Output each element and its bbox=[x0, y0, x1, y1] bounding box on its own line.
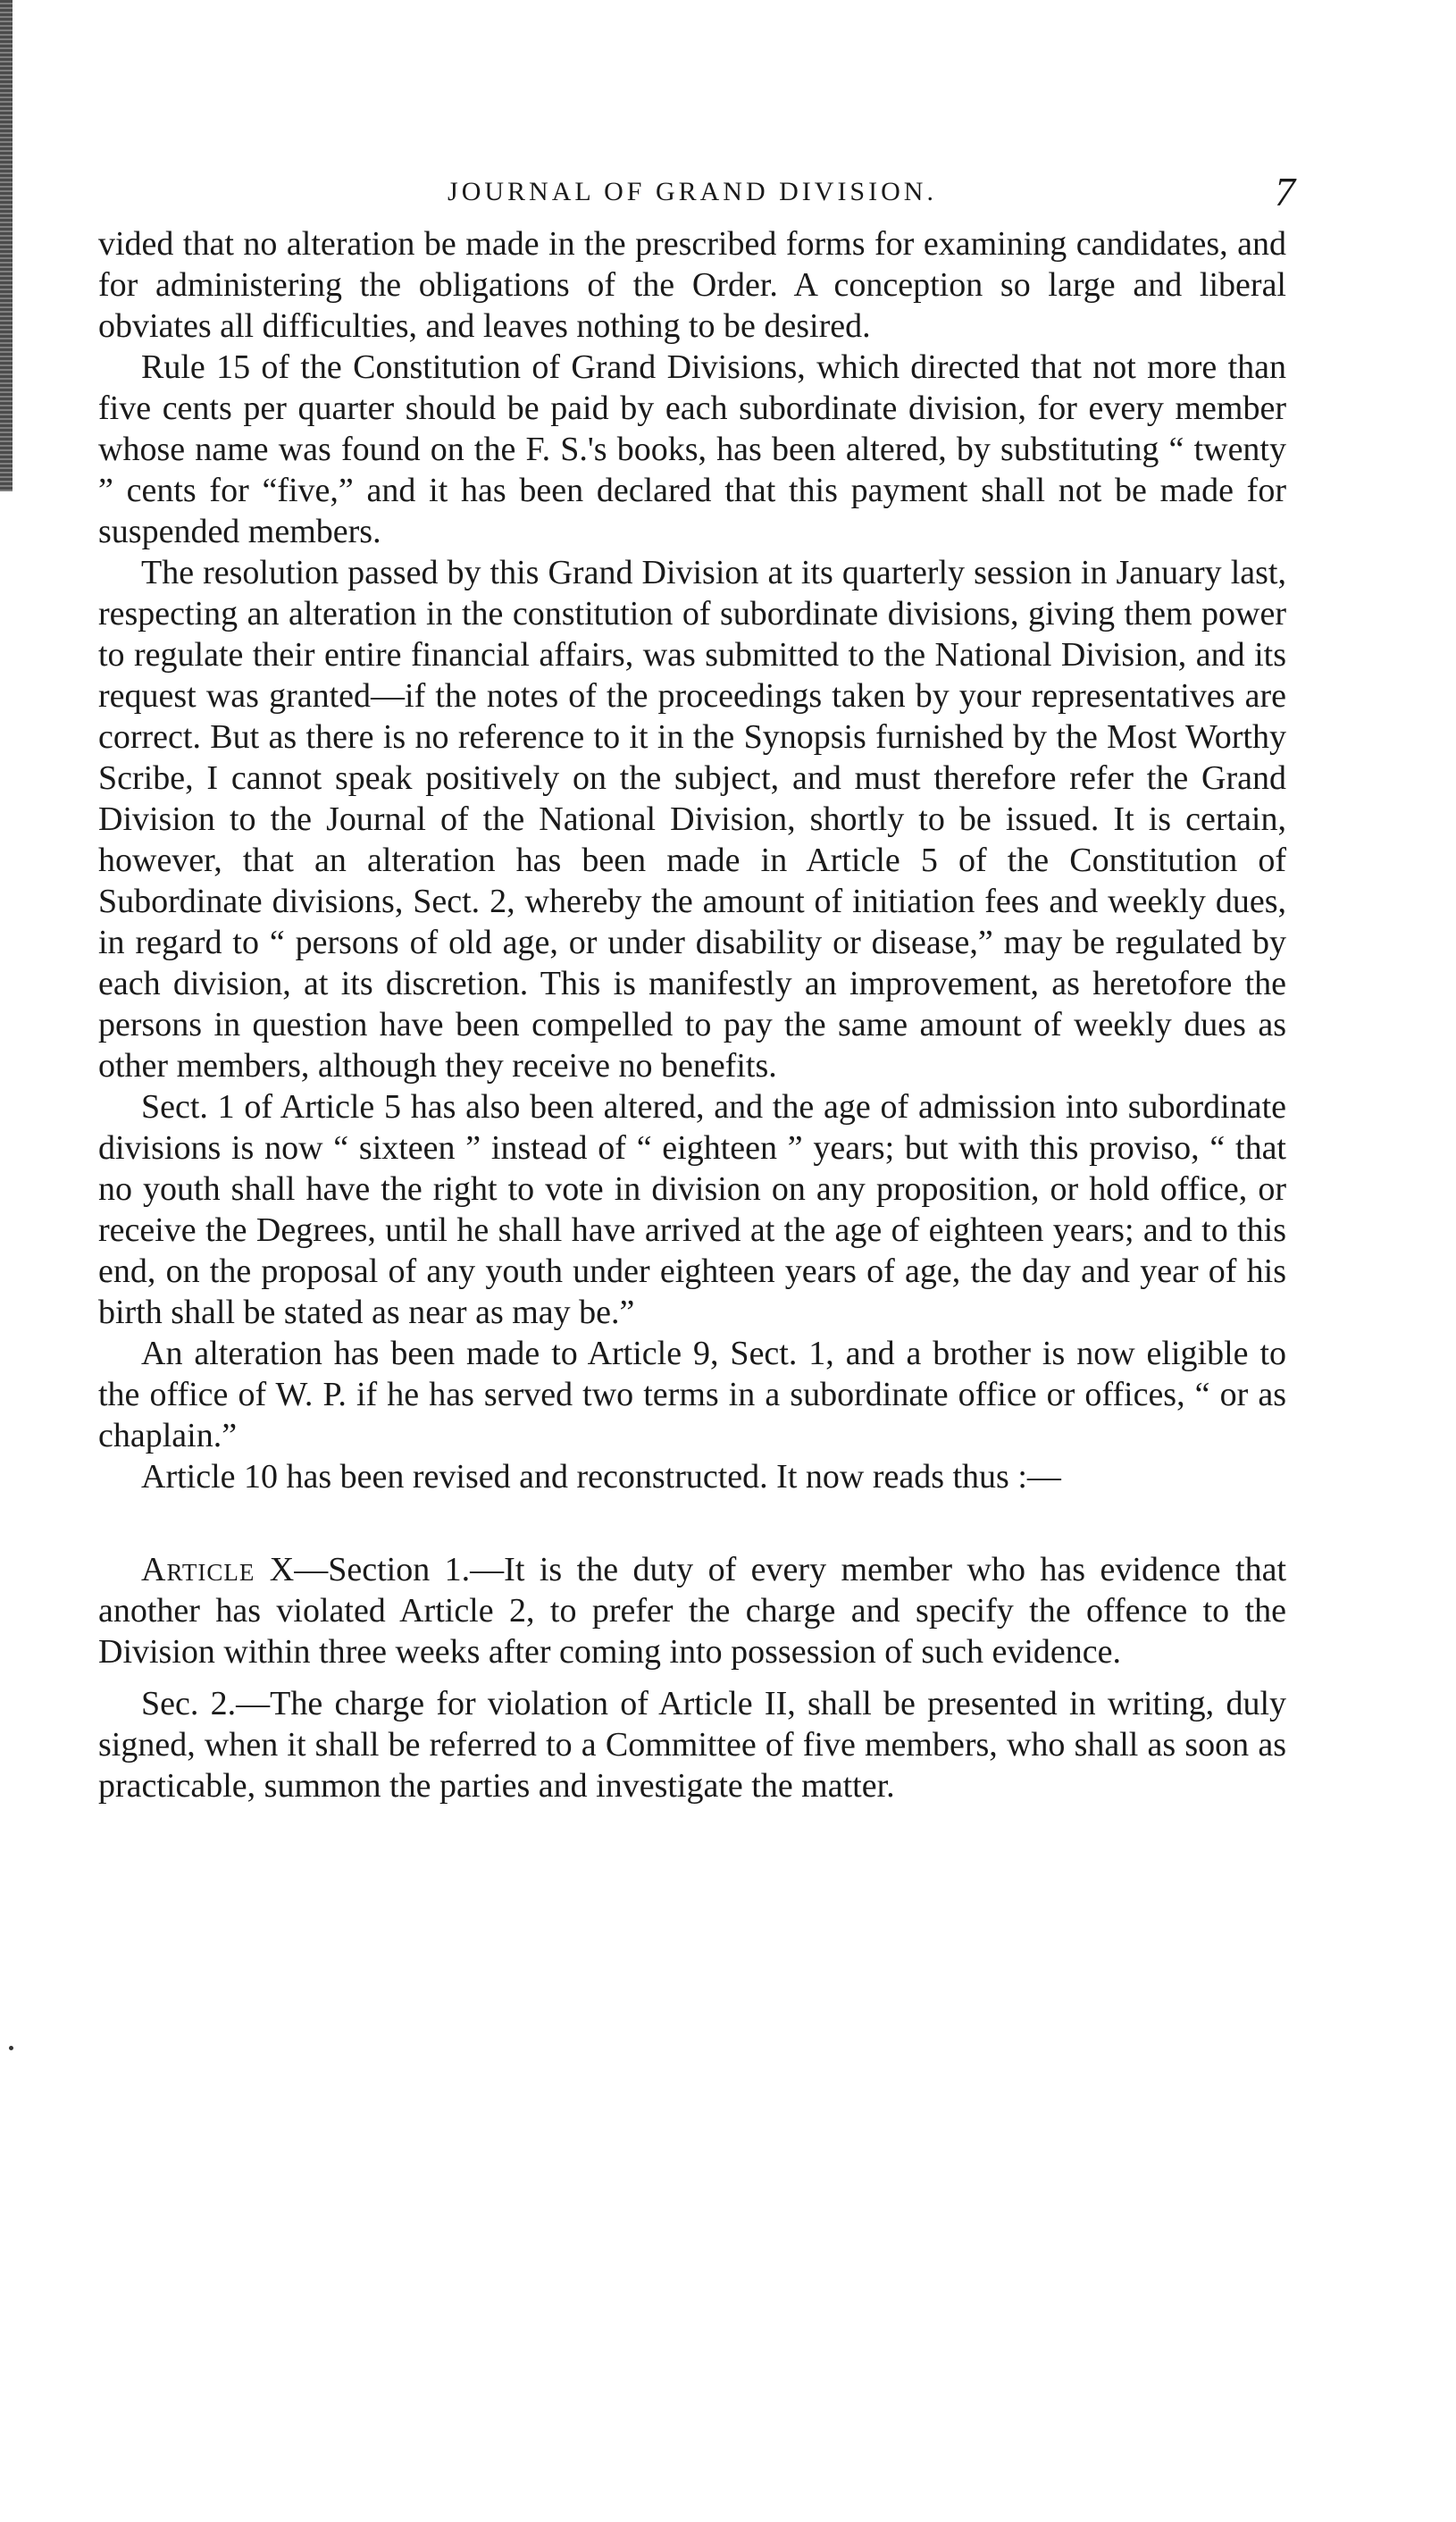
article-heading: Article bbox=[141, 1551, 255, 1588]
paragraph-article-10: Article 10 has been revised and reconstructed. It now reads thus :— bbox=[141, 1458, 1061, 1496]
article-x-section-2: Sec. 2.—The charge for violation of Article II, shall be presented in writing, duly signed, when it shall be referred to a Committee of five members, who shall as soon as practicable, summon the parties and investigate the matter. bbox=[98, 1685, 1286, 1805]
paragraph-rule-15: Rule 15 of the Constitution of Grand Divisions, which directed that not more than five cents per quarter should be paid by each subordinate division, for every member whose name was found on the F. S.'s books, has been altered, by substituting “ twenty ” cents for “five,” and it has been declared that this payment shall not be made for suspended members. bbox=[98, 348, 1286, 550]
margin-ink-dot bbox=[9, 2046, 13, 2050]
paragraph-resolution: The resolution passed by this Grand Division at its quarterly session in January last, respecting an alteration in the constitution of subordinate divisions, giving them power to regulate their entire financial affairs, was submitted to the National Division, and its request was granted—if the notes of the proceedings taken by your representatives are correct. But as there is no reference to it in the Synopsis furnished by the Most Worthy Scribe, I cannot speak positively on the subject, and must therefore refer the Grand Division to the Journal of the National Division, shortly to be issued. It is certain, however, that an alteration has been made in Article 5 of the Constitution of Subordinate divisions, Sect. 2, whereby the amount of initiation fees and weekly dues, in regard to “ persons of old age, or under disability or disease,” may be regulated by each division, at its discretion. This is manifestly an improvement, as heretofore the persons in question have been compelled to pay the same amount of weekly dues as other members, although they receive no benefits. bbox=[98, 554, 1286, 1085]
body-text bbox=[98, 223, 1286, 1806]
paragraph-article-5: Sect. 1 of Article 5 has also been altered, and the age of admission into subordinate divisions is now “ sixteen ” instead of “ eighteen ” years; but with this proviso, “ that no youth shall have the right to vote in division on any proposition, or hold office, or receive the Degrees, until he shall have arrived at the age of eighteen years; and to this end, on the proposal of any youth under eighteen years of age, the day and year of his birth shall be stated as near as may be.” bbox=[98, 1088, 1286, 1331]
book-page bbox=[98, 161, 1295, 1806]
article-section-1-text: X—Section 1.—It is the duty of every member who has evidence that another has violated Article 2, to prefer the charge and specify the offence to the Division within three weeks after coming into possession of such evidence. bbox=[98, 1551, 1286, 1671]
paragraph-article-9: An alteration has been made to Article 9, Sect. 1, and a brother is now eligible to the office of W. P. if he has served two terms in a subordinate office or offices, “ or as chaplain.” bbox=[98, 1335, 1286, 1454]
page-number: 7 bbox=[1275, 169, 1295, 214]
article-x-section-1 bbox=[98, 1549, 1286, 1672]
paragraph-continued: vided that no alteration be made in the prescribed forms for examining candidates, and for administering the obligations of the Order. A conception so large and liberal obviates all difficulties, and leaves nothing to be desired. bbox=[98, 225, 1286, 345]
running-head bbox=[98, 161, 1295, 223]
running-title: JOURNAL OF GRAND DIVISION. bbox=[448, 177, 937, 206]
page-edge-binding bbox=[0, 0, 13, 491]
